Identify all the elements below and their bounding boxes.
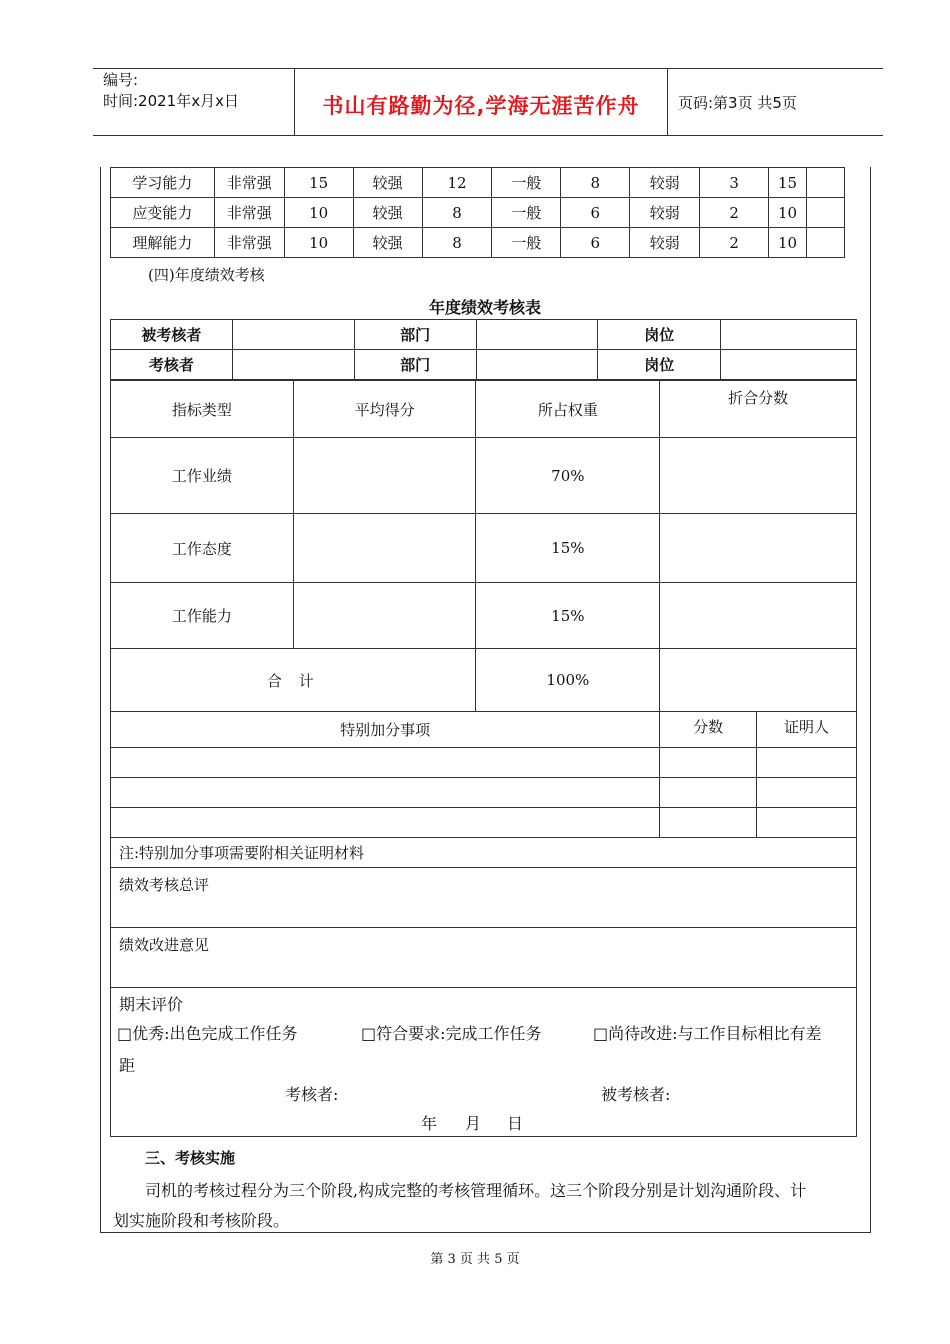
level-score: 2 bbox=[700, 228, 769, 258]
bonus-witness-cell[interactable] bbox=[757, 808, 857, 838]
table-row bbox=[111, 381, 857, 438]
bonus-witness-cell[interactable] bbox=[757, 748, 857, 778]
type-header: 指标类型 bbox=[111, 381, 294, 438]
bonus-item-cell[interactable] bbox=[111, 808, 660, 838]
level-label: 一般 bbox=[492, 228, 561, 258]
date-year-label: 年 bbox=[421, 1114, 438, 1133]
bonus-label: 特别加分事项 bbox=[111, 712, 660, 748]
section-4-title: (四)年度绩效考核 bbox=[148, 266, 265, 284]
weight-value: 70% bbox=[476, 438, 660, 514]
table-row bbox=[111, 438, 857, 514]
final-evaluation-cell bbox=[111, 988, 857, 1137]
level-label: 较弱 bbox=[630, 198, 700, 228]
max-score: 10 bbox=[769, 198, 807, 228]
level-label: 非常强 bbox=[214, 198, 284, 228]
level-label: 一般 bbox=[492, 198, 561, 228]
dept-label: 部门 bbox=[354, 320, 476, 350]
level-score: 6 bbox=[561, 228, 630, 258]
max-score: 10 bbox=[769, 228, 807, 258]
score-type: 工作能力 bbox=[111, 583, 294, 649]
level-score: 10 bbox=[284, 228, 353, 258]
total-weight: 100% bbox=[476, 649, 660, 712]
converted-score-cell[interactable] bbox=[660, 438, 857, 514]
level-score: 8 bbox=[561, 168, 630, 198]
bonus-item-cell[interactable] bbox=[111, 778, 660, 808]
level-score: 3 bbox=[700, 168, 769, 198]
page-footer: 第 3 页 共 5 页 bbox=[430, 1252, 520, 1267]
header-page-number: 页码:第3页 共5页 bbox=[678, 94, 797, 112]
table-row bbox=[111, 198, 845, 228]
table-row bbox=[111, 838, 857, 868]
post-value[interactable] bbox=[721, 320, 857, 350]
weight-value: 15% bbox=[476, 514, 660, 583]
header-meta bbox=[103, 70, 239, 112]
level-label: 较弱 bbox=[630, 228, 700, 258]
table-row bbox=[111, 928, 857, 988]
table-row bbox=[111, 712, 857, 748]
table-row bbox=[111, 748, 857, 778]
table-row bbox=[111, 778, 857, 808]
option-meets[interactable]: □符合要求:完成工作任务 bbox=[361, 1024, 542, 1043]
level-label: 非常强 bbox=[214, 168, 284, 198]
avg-header: 平均得分 bbox=[293, 381, 476, 438]
converted-header: 折合分数 bbox=[660, 381, 857, 438]
ability-name: 学习能力 bbox=[111, 168, 215, 198]
level-score: 15 bbox=[284, 168, 353, 198]
bonus-witness-cell[interactable] bbox=[757, 778, 857, 808]
level-label: 较强 bbox=[353, 228, 422, 258]
level-score: 8 bbox=[422, 228, 492, 258]
table-row bbox=[111, 350, 857, 380]
summary-label: 绩效考核总评 bbox=[119, 876, 210, 894]
header-top-rule bbox=[93, 68, 883, 69]
dept-value[interactable] bbox=[476, 320, 598, 350]
table-row bbox=[111, 228, 845, 258]
post-label: 岗位 bbox=[598, 350, 721, 380]
table-row bbox=[111, 808, 857, 838]
level-score: 6 bbox=[561, 198, 630, 228]
date-month-label: 月 bbox=[465, 1114, 482, 1133]
dept-label: 部门 bbox=[354, 350, 476, 380]
score-type: 工作态度 bbox=[111, 514, 294, 583]
date-day-label: 日 bbox=[507, 1114, 524, 1133]
table-title: 年度绩效考核表 bbox=[428, 298, 541, 317]
converted-score-cell[interactable] bbox=[660, 514, 857, 583]
examiner-label: 考核者 bbox=[111, 350, 233, 380]
info-table bbox=[110, 319, 857, 380]
level-score: 10 bbox=[284, 198, 353, 228]
weight-value: 15% bbox=[476, 583, 660, 649]
examiner-value[interactable] bbox=[232, 350, 354, 380]
ability-score-table bbox=[110, 167, 845, 258]
avg-score-cell[interactable] bbox=[293, 514, 476, 583]
converted-score-cell[interactable] bbox=[660, 583, 857, 649]
level-score: 2 bbox=[700, 198, 769, 228]
table-row bbox=[111, 320, 857, 350]
bonus-item-cell[interactable] bbox=[111, 748, 660, 778]
doc-time-label: 时间:2021年x月x日 bbox=[103, 92, 239, 110]
header-divider bbox=[667, 68, 668, 136]
total-score-cell[interactable] bbox=[660, 649, 857, 712]
level-label: 较强 bbox=[353, 168, 422, 198]
table-row bbox=[111, 514, 857, 583]
bonus-score-header: 分数 bbox=[660, 712, 757, 748]
option-excellent[interactable]: □优秀:出色完成工作任务 bbox=[117, 1024, 298, 1043]
post-label: 岗位 bbox=[598, 320, 721, 350]
option-improve-continued: 距 bbox=[119, 1056, 136, 1075]
table-row bbox=[111, 988, 857, 1137]
doc-number-label: 编号: bbox=[103, 71, 139, 89]
total-label: 合 计 bbox=[111, 649, 476, 712]
bonus-note: 注:特别加分事项需要附相关证明材料 bbox=[111, 838, 857, 868]
improve-field[interactable] bbox=[111, 928, 857, 988]
examinee-sign-label: 被考核者: bbox=[601, 1085, 671, 1104]
avg-score-cell[interactable] bbox=[293, 438, 476, 514]
actual-score-cell[interactable] bbox=[806, 168, 844, 198]
table-row bbox=[111, 868, 857, 928]
final-label: 期末评价 bbox=[119, 995, 184, 1014]
score-table bbox=[110, 380, 857, 1137]
examinee-label: 被考核者 bbox=[111, 320, 233, 350]
option-improve[interactable]: □尚待改进:与工作目标相比有差 bbox=[593, 1024, 822, 1043]
table-row bbox=[111, 168, 845, 198]
section-3-paragraph-cont: 划实施阶段和考核阶段。 bbox=[113, 1211, 290, 1230]
table-row bbox=[111, 583, 857, 649]
level-label: 非常强 bbox=[214, 228, 284, 258]
bonus-score-cell[interactable] bbox=[660, 808, 757, 838]
actual-score-cell[interactable] bbox=[806, 228, 844, 258]
bonus-score-cell[interactable] bbox=[660, 748, 757, 778]
weight-header: 所占权重 bbox=[476, 381, 660, 438]
dept-value[interactable] bbox=[476, 350, 598, 380]
actual-score-cell[interactable] bbox=[806, 198, 844, 228]
header-motto: 书山有路勤为径,学海无涯苦作舟 bbox=[322, 94, 640, 118]
level-label: 一般 bbox=[492, 168, 561, 198]
section-3-paragraph: 司机的考核过程分为三个阶段,构成完整的考核管理循环。这三个阶段分别是计划沟通阶段、计 bbox=[145, 1181, 807, 1200]
bonus-witness-header: 证明人 bbox=[757, 712, 857, 748]
level-label: 较强 bbox=[353, 198, 422, 228]
level-score: 12 bbox=[422, 168, 492, 198]
avg-score-cell[interactable] bbox=[293, 583, 476, 649]
examiner-sign-label: 考核者: bbox=[285, 1085, 339, 1104]
improve-label: 绩效改进意见 bbox=[119, 936, 210, 954]
post-value[interactable] bbox=[721, 350, 857, 380]
level-label: 较弱 bbox=[630, 168, 700, 198]
max-score: 15 bbox=[769, 168, 807, 198]
level-score: 8 bbox=[422, 198, 492, 228]
table-row bbox=[111, 649, 857, 712]
section-3-title: 三、考核实施 bbox=[145, 1149, 236, 1167]
summary-field[interactable] bbox=[111, 868, 857, 928]
ability-name: 理解能力 bbox=[111, 228, 215, 258]
ability-name: 应变能力 bbox=[111, 198, 215, 228]
score-type: 工作业绩 bbox=[111, 438, 294, 514]
bonus-score-cell[interactable] bbox=[660, 778, 757, 808]
examinee-value[interactable] bbox=[232, 320, 354, 350]
header-bottom-rule bbox=[93, 135, 883, 136]
